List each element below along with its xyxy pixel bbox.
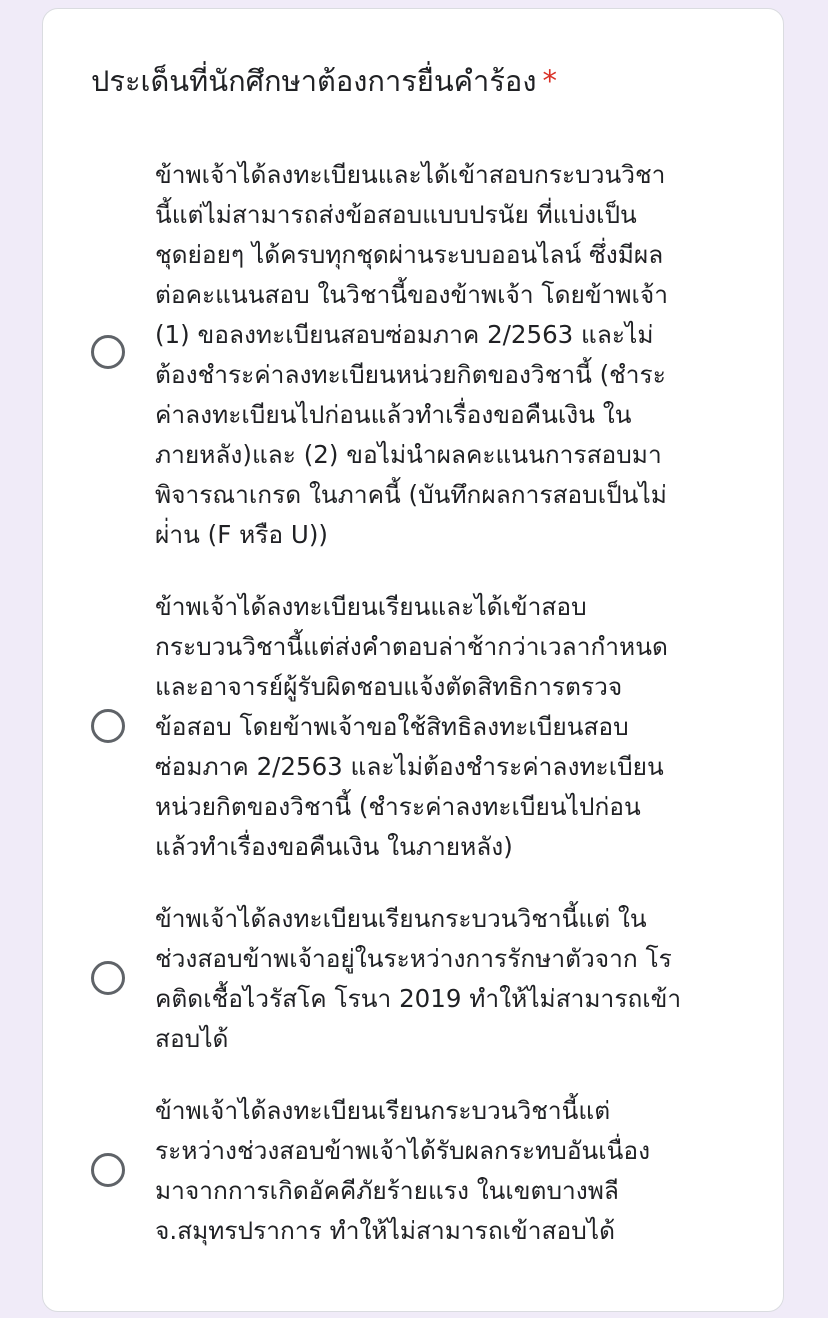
question-title-text: ประเด็นที่นักศึกษาต้องการยื่นคำร้อง (91, 64, 537, 98)
radio-option-label-1: ข้าพเจ้าได้ลงทะเบียนและได้เข้าสอบกระบวนวิชา นี้แต่ไม่สามารถส่งข้อสอบแบบปรนัย ที่แบ่งเป็น ชุดย่อยๆ ได้ครบทุกชุดผ่านระบบออนไลน์ ซึ่งมีผล ต่อคะแนนสอบ ในวิชานี้ของข้าพเจ้า โดยข้าพเจ้า (1) ขอลงทะเบียนสอบซ่อมภาค 2/2563 และไม่ ต้องชำระค่าลงทะเบียนหน่วยกิตของวิชานี้ (ชำระ ค่าลงทะเบียนไปก่อนแล้วทำเรื่องขอคืนเงิน ใน ภายหลัง)และ (2) ขอไม่นำผลคะแนนการสอบมา พิจารณาเกรด ในภาคนี้ (บันทึกผลการสอบเป็นไม่ ผ่่าน (F หรือ U)) (155, 160, 668, 549)
radio-option-label-3: ข้าพเจ้าได้ลงทะเบียนเรียนกระบวนวิชานี้แต่ ใน ช่วงสอบข้าพเจ้าอยู่ในระหว่างการรักษาตัวจาก โร คติดเชื้อไวรัสโค โรนา 2019 ทำให้ไม่สามารถเข้า สอบได้ (155, 904, 682, 1053)
radio-button-2[interactable] (91, 709, 125, 743)
radio-option-1[interactable] (89, 155, 729, 555)
radio-option-4[interactable] (89, 1091, 729, 1251)
radio-button-4[interactable] (91, 1153, 125, 1187)
required-marker: * (542, 64, 557, 98)
radio-option-label-2: ข้าพเจ้าได้ลงทะเบียนเรียนและได้เข้าสอบ กระบวนวิชานี้แต่ส่งคำตอบล่าช้ากว่าเวลากำหนด และอาจารย์ผู้รับผิดชอบแจ้งตัดสิทธิการตรวจ ข้อสอบ โดยข้าพเจ้าขอใช้สิทธิลงทะเบียนสอบ ซ่อมภาค 2/2563 และไม่ต้องชำระค่าลงทะเบียน หน่วยกิตของวิชานี้ (ชำระค่าลงทะเบียนไปก่อน แล้วทำเรื่องขอคืนเงิน ในภายหลัง) (155, 592, 668, 861)
question-card (42, 8, 784, 1312)
question-title (91, 61, 557, 101)
radio-button-1[interactable] (91, 335, 125, 369)
radio-option-3[interactable] (89, 899, 729, 1059)
radio-option-label-4: ข้าพเจ้าได้ลงทะเบียนเรียนกระบวนวิชานี้แต่ ระหว่างช่วงสอบข้าพเจ้าได้รับผลกระทบอันเนื่อง มาจากการเกิดอัคคีภัยร้ายแรง ในเขตบางพลี จ.สมุทรปราการ ทำให้ไม่สามารถเข้าสอบได้ (155, 1096, 651, 1245)
radio-button-3[interactable] (91, 961, 125, 995)
radio-option-2[interactable] (89, 587, 729, 867)
